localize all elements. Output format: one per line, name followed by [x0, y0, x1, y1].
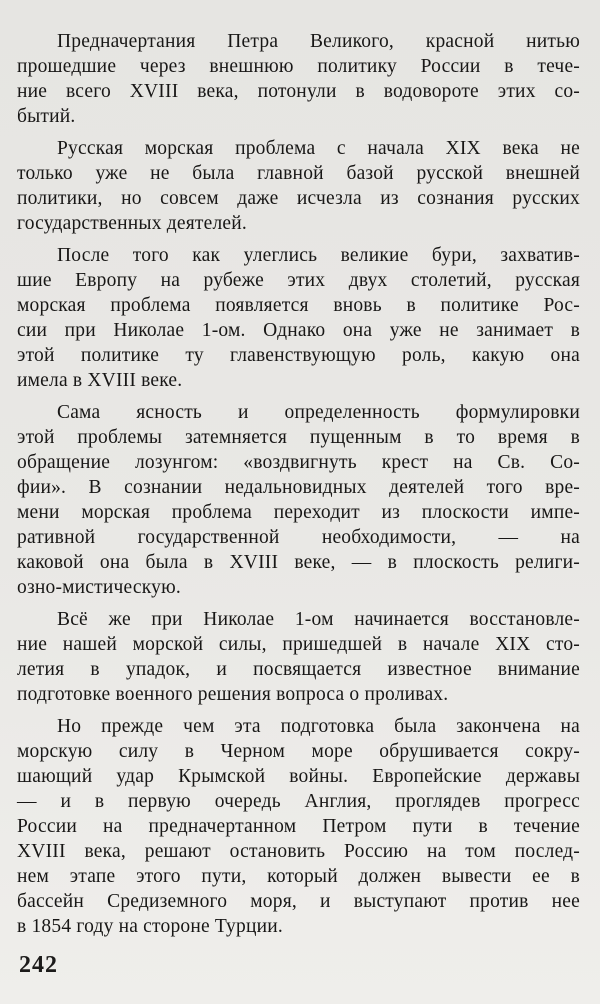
text-line: этой политике ту главенствующую роль, какую она	[17, 345, 580, 366]
text-line: этой проблемы затемняется пущенным в то время в	[17, 427, 580, 448]
text-line: бассейн Средиземного моря, и выступают против нее	[17, 891, 580, 912]
text-line: имела в XVIII веке.	[17, 370, 183, 391]
text-line: шие Европу на рубеже этих двух столетий, русская	[17, 270, 580, 291]
paragraph	[17, 400, 580, 600]
text-line: морскую силу в Черном море обрушивается сокру-	[17, 741, 580, 762]
text-line: XVIII века, решают остановить Россию на том послед-	[17, 841, 580, 862]
text-line: морская проблема появляется вновь в политике Рос-	[17, 295, 580, 316]
text-line: Но прежде чем эта подготовка была закончена на	[57, 716, 580, 737]
paragraph	[17, 607, 580, 707]
text-line: нем этапе этого пути, который должен вывести ее в	[17, 866, 580, 887]
text-line: каковой она была в XVIII веке, — в плоскость религи-	[17, 552, 580, 573]
text-line: озно-мистическую.	[17, 577, 181, 598]
text-line: — и в первую очередь Англия, проглядев прогресс	[17, 791, 580, 812]
text-line: ративной государственной необходимости, — на	[17, 527, 580, 548]
paragraph	[17, 136, 580, 236]
paragraph	[17, 243, 580, 393]
text-line: фии». В сознании недальновидных деятелей того вре-	[17, 477, 580, 498]
text-line: прошедшие через внешнюю политику России в тече-	[17, 56, 580, 77]
text-line: Русская морская проблема с начала XIX века не	[57, 138, 580, 159]
text-line: бытий.	[17, 106, 76, 127]
text-line: ние всего XVIII века, потонули в водовороте этих со-	[17, 81, 580, 102]
text-line: Всё же при Николае 1-ом начинается восстановле-	[57, 609, 580, 630]
page-number: 242	[19, 952, 58, 978]
text-line: только уже не была главной базой русской внешней	[17, 163, 580, 184]
text-line: летия в упадок, и посвящается известное внимание	[17, 659, 580, 680]
text-line: обращение лозунгом: «воздвигнуть крест на Св. Со-	[17, 452, 580, 473]
text-line: ние нашей морской силы, пришедшей в начале XIX сто-	[17, 634, 580, 655]
text-line: Сама ясность и определенность формулировки	[57, 402, 580, 423]
text-line: Предначертания Петра Великого, красной нитью	[57, 31, 580, 52]
text-line: подготовке военного решения вопроса о проливах.	[17, 684, 449, 705]
text-line: шающий удар Крымской войны. Европейские державы	[17, 766, 580, 787]
paragraph	[17, 29, 580, 129]
paragraphs-container	[17, 29, 580, 939]
text-line: государственных деятелей.	[17, 213, 247, 234]
paragraph	[17, 714, 580, 939]
text-line: После того как улеглись великие бури, захватив-	[57, 245, 580, 266]
text-line: в 1854 году на стороне Турции.	[17, 916, 283, 937]
text-line: сии при Николае 1-ом. Однако она уже не занимает в	[17, 320, 580, 341]
text-line: политики, но совсем даже исчезла из сознания русских	[17, 188, 580, 209]
text-line: России на предначертанном Петром пути в течение	[17, 816, 580, 837]
text-line: мени морская проблема переходит из плоскости импе-	[17, 502, 580, 523]
